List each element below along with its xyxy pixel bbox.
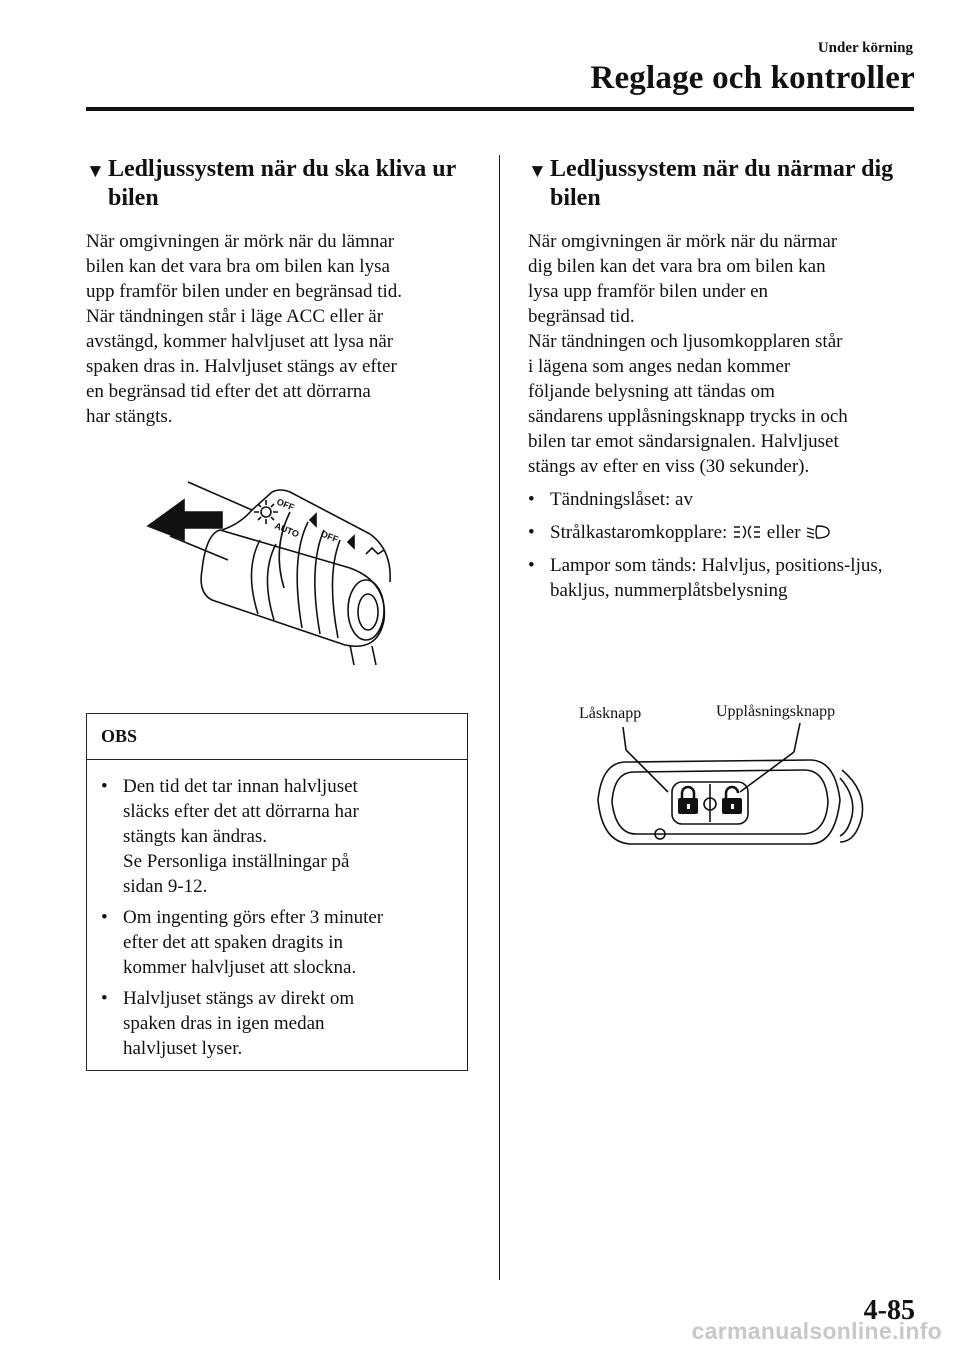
bullet-icon: • — [101, 988, 108, 1009]
left-paragraph: När omgivningen är mörk när du lämnar bilen kan det vara bra om bilen kan lysa upp framför bilen under en begränsad tid. När tändningen står i läge ACC eller är avstängd, kommer halvljuset att lysa när spaken dras in. Halvljuset stängs av efter en begränsad tid efter det att dörrarna har stängts. — [86, 231, 403, 427]
bullet-icon: • — [101, 907, 108, 928]
bullet-icon: • — [528, 489, 535, 510]
unlock-button-label: Upplåsningsknapp — [716, 703, 836, 720]
section-title: Reglage och kontroller — [590, 60, 915, 96]
watermark: carmanualsonline.info — [691, 1318, 942, 1344]
left-column — [86, 155, 471, 429]
left-heading — [86, 155, 471, 213]
obs-note-box — [86, 713, 468, 1071]
obs-item-3: • Halvljuset stängs av direkt om spaken dras in igen medan halvljuset lyser. — [101, 988, 355, 1059]
right-heading-text: Ledljussystem när du närmar dig bilen — [550, 156, 894, 211]
lock-button-label: Låsknapp — [579, 705, 642, 722]
condition-lamps: • Lampor som tänds: Halvljus, positions-ljus, bakljus, nummerplåtsbelysning — [528, 555, 883, 601]
obs-item-2: • Om ingenting görs efter 3 minuter efter det att spaken dragits in kommer halvljuset att slockna. — [101, 907, 384, 978]
obs-item-1: • Den tid det tar innan halvljuset släcks efter det att dörrarna har stängts kan ändras. Se Personliga inställningar på sidan 9-12. — [101, 776, 359, 897]
bullet-icon: • — [528, 555, 535, 576]
right-column — [528, 155, 918, 603]
lever-label-auto: AUTO — [273, 520, 301, 540]
lock-icon — [678, 787, 698, 814]
lever-label-off-bottom: OFF — [319, 528, 340, 545]
header-rule — [86, 107, 914, 111]
right-paragraph: När omgivningen är mörk när du närmar dig bilen kan det vara bra om bilen kan lysa upp framför bilen under en begränsad tid. När tändningen och ljusomkopplaren står i lägena som anges nedan kommer följande belysning att tändas om sändarens upplåsningsknapp trycks in och bilen tar emot sändarsignalen. Halvljuset stängs av efter en viss (30 sekunder). — [528, 231, 848, 477]
headlight-lever-illustration — [140, 470, 400, 665]
bullet-icon: • — [528, 522, 535, 543]
condition-list — [528, 487, 918, 603]
obs-title: OBS — [87, 714, 467, 760]
column-divider — [499, 155, 500, 1280]
page-number: 4-85 — [863, 1295, 915, 1326]
obs-list — [87, 760, 467, 1061]
lever-label-off-top: OFF — [275, 496, 296, 513]
triangle-down-icon: ▼ — [528, 161, 547, 182]
right-heading — [528, 155, 918, 213]
pull-arrow-icon — [148, 500, 222, 540]
condition-ignition: • Tändningslåset: av — [528, 489, 693, 510]
low-beam-icon — [805, 523, 831, 541]
unlock-icon — [722, 787, 742, 814]
condition-headlight-switch: • Strålkastaromkopplare: eller — [528, 520, 918, 545]
chapter-label: Under körning — [817, 40, 913, 56]
parking-light-icon — [732, 523, 762, 541]
bullet-icon: • — [101, 776, 108, 797]
triangle-down-icon: ▼ — [86, 161, 105, 182]
left-heading-text: Ledljussystem när du ska kliva ur bilen — [108, 156, 456, 211]
key-fob-illustration — [590, 720, 870, 870]
